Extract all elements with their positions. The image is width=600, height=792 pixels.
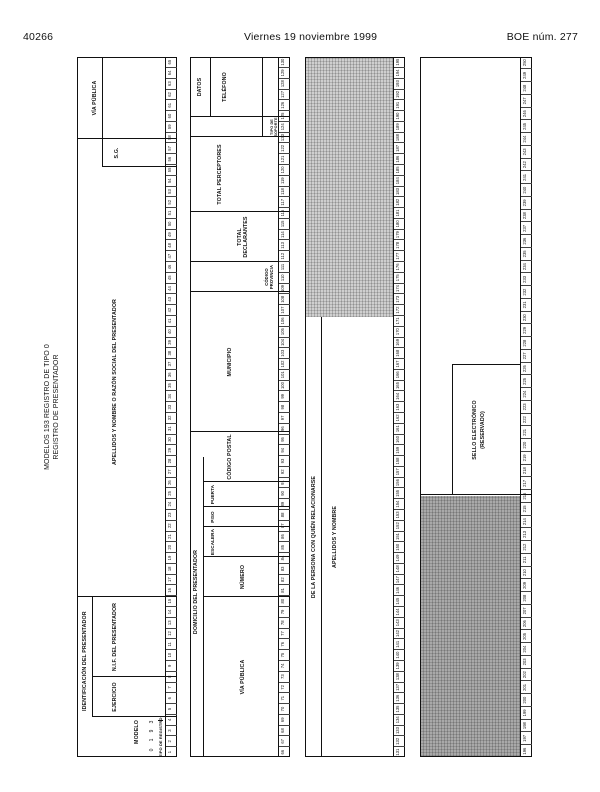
position-cell: 3 xyxy=(166,725,177,736)
position-cell: 140 xyxy=(394,649,405,660)
position-cell: 109 xyxy=(279,283,290,294)
position-cell: 100 xyxy=(279,380,290,391)
position-cell: 169 xyxy=(394,337,405,348)
position-cell: 228 xyxy=(521,336,532,349)
position-cell: 117 xyxy=(279,196,290,207)
position-cell: 95 xyxy=(279,434,290,445)
position-cell: 94 xyxy=(279,444,290,455)
position-cell: 34 xyxy=(166,390,177,401)
position-cell: 35 xyxy=(166,380,177,391)
position-cell: 240 xyxy=(521,183,532,196)
position-cell: 57 xyxy=(166,142,177,153)
position-cell: 88 xyxy=(279,509,290,520)
position-cell: 48 xyxy=(166,240,177,251)
position-cell: 62 xyxy=(166,89,177,100)
position-cell: 230 xyxy=(521,311,532,324)
position-cell: 157 xyxy=(394,466,405,477)
position-cell: 184 xyxy=(394,175,405,186)
position-cell: 183 xyxy=(394,186,405,197)
position-cell: 134 xyxy=(394,714,405,725)
position-cell: 185 xyxy=(394,164,405,175)
position-cell: 79 xyxy=(279,606,290,617)
position-cell: 122 xyxy=(279,142,290,153)
page-number: 40266 xyxy=(23,31,54,43)
position-cell: 29 xyxy=(166,444,177,455)
via-publica-top-label: VÍA PÚBLICA xyxy=(92,80,98,116)
position-cell: 114 xyxy=(279,229,290,240)
position-cell: 39 xyxy=(166,337,177,348)
position-cell: 69 xyxy=(279,714,290,725)
tipo-value: 0 xyxy=(149,748,155,752)
position-cell: 220 xyxy=(521,438,532,451)
position-cell: 175 xyxy=(394,272,405,283)
position-cell: 131 xyxy=(394,746,405,757)
position-cell: 176 xyxy=(394,261,405,272)
position-cell: 22 xyxy=(166,520,177,531)
position-cell: 250 xyxy=(522,59,527,67)
position-cell: 160 xyxy=(394,434,405,445)
position-cell: 84 xyxy=(279,552,290,563)
positions-row-2 xyxy=(278,57,290,757)
modelo-label: MODELO xyxy=(134,720,140,744)
position-cell: 108 xyxy=(279,293,290,304)
position-cell: 245 xyxy=(521,120,532,133)
sello-reservado-label: (RESERVADO) xyxy=(480,411,486,449)
position-cell: 75 xyxy=(279,649,290,660)
position-cell: 208 xyxy=(521,591,532,604)
position-cell: 59 xyxy=(166,121,177,132)
position-cell: 150 xyxy=(394,541,405,552)
position-cell: 153 xyxy=(394,509,405,520)
position-cell: 33 xyxy=(166,401,177,412)
position-cell: 159 xyxy=(394,444,405,455)
position-cell: 136 xyxy=(394,692,405,703)
position-cell: 14 xyxy=(166,606,177,617)
position-cell: 4 xyxy=(166,714,177,725)
position-cell: 41 xyxy=(166,315,177,326)
position-cell: 123 xyxy=(279,132,290,143)
position-cell: 224 xyxy=(521,387,532,400)
position-cell: 221 xyxy=(521,426,532,439)
position-cell: 12 xyxy=(166,628,177,639)
position-cell: 16 xyxy=(166,585,177,596)
position-cell: 165 xyxy=(394,380,405,391)
position-cell: 173 xyxy=(394,293,405,304)
position-cell: 201 xyxy=(521,681,532,694)
position-cell: 92 xyxy=(279,466,290,477)
position-cell: 49 xyxy=(166,229,177,240)
municipio-label: MUNICIPIO xyxy=(227,347,233,377)
position-cell: 204 xyxy=(521,642,532,655)
position-cell: 181 xyxy=(394,207,405,218)
position-cell: 101 xyxy=(279,369,290,380)
position-cell: 146 xyxy=(394,585,405,596)
position-cell: 132 xyxy=(394,735,405,746)
apellidos-presentador-label: APELLIDOS Y NOMBRE O RAZÓN SOCIAL DEL PRESENTADOR xyxy=(112,299,118,465)
form-title: MODELOS 193 REGISTRO DE TIPO 0 xyxy=(44,344,51,470)
ejercicio-label: EJERCICIO xyxy=(112,682,118,712)
position-cell: 179 xyxy=(394,229,405,240)
position-cell: 155 xyxy=(394,487,405,498)
position-cell: 116 xyxy=(279,207,290,218)
position-cell: 218 xyxy=(521,464,532,477)
position-cell: 209 xyxy=(521,579,532,592)
apellidos-nombre-label: APELLIDOS Y NOMBRE xyxy=(332,506,338,568)
position-cell: 64 xyxy=(166,67,177,78)
position-cell: 18 xyxy=(166,563,177,574)
position-cell: 82 xyxy=(279,574,290,585)
position-cell: 149 xyxy=(394,552,405,563)
position-cell: 74 xyxy=(279,660,290,671)
position-cell: 170 xyxy=(394,326,405,337)
position-cell: 197 xyxy=(521,732,532,745)
position-cell: 139 xyxy=(394,660,405,671)
shaded-area-persona xyxy=(306,58,393,317)
position-cell: 36 xyxy=(166,369,177,380)
position-cell: 52 xyxy=(166,196,177,207)
position-cell: 13 xyxy=(166,617,177,628)
position-cell: 89 xyxy=(279,498,290,509)
position-cell: 135 xyxy=(394,703,405,714)
position-cell: 152 xyxy=(394,520,405,531)
position-cell: 138 xyxy=(394,671,405,682)
position-cell: 235 xyxy=(521,247,532,260)
position-cell: 45 xyxy=(166,272,177,283)
datos-label: DATOS xyxy=(197,77,203,97)
tipo-registro-label: TIPO DE REGISTRO xyxy=(158,717,163,757)
puerta-label: PUERTA xyxy=(210,484,215,505)
position-cell: 172 xyxy=(394,304,405,315)
position-cell: 144 xyxy=(394,606,405,617)
position-cell: 1 xyxy=(166,746,177,757)
position-cell: 68 xyxy=(279,725,290,736)
position-cell: 46 xyxy=(166,261,177,272)
position-cell: 154 xyxy=(394,498,405,509)
position-cell: 60 xyxy=(166,110,177,121)
position-cell: 21 xyxy=(166,531,177,542)
position-cell: 72 xyxy=(279,682,290,693)
position-cell: 239 xyxy=(521,196,532,209)
position-cell: 53 xyxy=(166,186,177,197)
position-cell: 182 xyxy=(394,196,405,207)
position-cell: 238 xyxy=(521,209,532,222)
position-cell: 163 xyxy=(394,401,405,412)
register-form xyxy=(32,57,572,757)
position-cell: 15 xyxy=(166,595,177,606)
position-cell: 226 xyxy=(521,362,532,375)
position-cell: 147 xyxy=(394,574,405,585)
position-cell: 130 xyxy=(280,58,285,66)
codigo-provincia-label: CÓDIGO PROVINCIA xyxy=(264,264,274,290)
position-cell: 81 xyxy=(279,585,290,596)
position-cell: 7 xyxy=(166,682,177,693)
position-cell: 142 xyxy=(394,628,405,639)
position-cell: 56 xyxy=(166,153,177,164)
position-cell: 168 xyxy=(394,347,405,358)
position-cell: 211 xyxy=(521,553,532,566)
position-cell: 203 xyxy=(521,655,532,668)
position-cell: 91 xyxy=(279,477,290,488)
positions-row-4 xyxy=(520,57,532,757)
position-cell: 167 xyxy=(394,358,405,369)
position-cell: 133 xyxy=(394,725,405,736)
sello-label: SELLO ELECTRÓNICO xyxy=(472,400,478,460)
position-cell: 102 xyxy=(279,358,290,369)
position-cell: 178 xyxy=(394,240,405,251)
position-cell: 219 xyxy=(521,451,532,464)
position-cell: 65 xyxy=(167,59,172,65)
position-cell: 124 xyxy=(279,121,290,132)
position-cell: 25 xyxy=(166,487,177,498)
position-cell: 213 xyxy=(521,528,532,541)
positions-row-1 xyxy=(165,57,177,757)
position-cell: 78 xyxy=(279,617,290,628)
position-cell: 128 xyxy=(279,78,290,89)
position-cell: 17 xyxy=(166,574,177,585)
position-cell: 190 xyxy=(394,110,405,121)
position-cell: 23 xyxy=(166,509,177,520)
tipo-soporte-label: TIPO DE SOPORTE xyxy=(270,117,278,137)
persona-label: DE LA PERSONA CON QUIÉN RELACIONARSE xyxy=(311,475,317,599)
position-cell: 6 xyxy=(166,692,177,703)
position-cell: 125 xyxy=(279,110,290,121)
publication-date: Viernes 19 noviembre 1999 xyxy=(244,31,378,43)
position-cell: 243 xyxy=(521,145,532,158)
position-cell: 50 xyxy=(166,218,177,229)
position-cell: 28 xyxy=(166,455,177,466)
position-cell: 96 xyxy=(279,423,290,434)
escalera-label: ESCALERA xyxy=(210,528,215,556)
position-cell: 164 xyxy=(394,390,405,401)
position-cell: 187 xyxy=(394,142,405,153)
position-cell: 180 xyxy=(394,218,405,229)
position-cell: 77 xyxy=(279,628,290,639)
form-subtitle: REGISTRO DE PRESENTADOR xyxy=(53,354,60,460)
position-cell: 73 xyxy=(279,671,290,682)
bulletin-number: BOE núm. 277 xyxy=(506,31,578,43)
position-cell: 67 xyxy=(279,735,290,746)
position-cell: 24 xyxy=(166,498,177,509)
position-cell: 196 xyxy=(521,744,532,757)
position-cell: 80 xyxy=(279,595,290,606)
position-cell: 129 xyxy=(279,67,290,78)
position-cell: 112 xyxy=(279,250,290,261)
position-cell: 137 xyxy=(394,682,405,693)
position-cell: 200 xyxy=(521,693,532,706)
position-cell: 9 xyxy=(166,660,177,671)
numero-label: NÚMERO xyxy=(240,564,246,590)
position-cell: 188 xyxy=(394,132,405,143)
position-cell: 121 xyxy=(279,153,290,164)
position-cell: 195 xyxy=(395,58,400,66)
position-cell: 171 xyxy=(394,315,405,326)
position-cell: 86 xyxy=(279,531,290,542)
position-cell: 222 xyxy=(521,413,532,426)
position-cell: 37 xyxy=(166,358,177,369)
position-cell: 231 xyxy=(521,298,532,311)
position-cell: 19 xyxy=(166,552,177,563)
position-cell: 11 xyxy=(166,638,177,649)
position-cell: 87 xyxy=(279,520,290,531)
position-cell: 186 xyxy=(394,153,405,164)
position-cell: 47 xyxy=(166,250,177,261)
position-cell: 210 xyxy=(521,566,532,579)
position-cell: 241 xyxy=(521,171,532,184)
position-cell: 32 xyxy=(166,412,177,423)
position-cell: 93 xyxy=(279,455,290,466)
position-cell: 120 xyxy=(279,164,290,175)
position-cell: 70 xyxy=(279,703,290,714)
position-cell: 249 xyxy=(521,69,532,82)
position-cell: 151 xyxy=(394,531,405,542)
telefono-label: TELÉFONO xyxy=(222,72,228,102)
shaded-area-reservado xyxy=(421,496,520,756)
position-cell: 236 xyxy=(521,234,532,247)
position-cell: 31 xyxy=(166,423,177,434)
position-cell: 61 xyxy=(166,99,177,110)
position-cell: 199 xyxy=(521,706,532,719)
position-cell: 63 xyxy=(166,78,177,89)
position-cell: 206 xyxy=(521,617,532,630)
position-cell: 54 xyxy=(166,175,177,186)
identificacion-label: IDENTIFICACIÓN DEL PRESENTADOR xyxy=(82,611,88,711)
position-cell: 191 xyxy=(394,99,405,110)
position-cell: 148 xyxy=(394,563,405,574)
position-cell: 234 xyxy=(521,260,532,273)
position-cell: 223 xyxy=(521,400,532,413)
position-cell: 90 xyxy=(279,487,290,498)
position-cell: 174 xyxy=(394,283,405,294)
position-cell: 26 xyxy=(166,477,177,488)
position-cell: 5 xyxy=(166,703,177,714)
position-cell: 113 xyxy=(279,240,290,251)
position-cell: 119 xyxy=(279,175,290,186)
position-cell: 8 xyxy=(166,671,177,682)
position-cell: 212 xyxy=(521,540,532,553)
position-cell: 76 xyxy=(279,638,290,649)
position-cell: 66 xyxy=(279,746,290,757)
domicilio-label: DOMICILIO DEL PRESENTADOR xyxy=(193,549,199,635)
position-cell: 198 xyxy=(521,719,532,732)
position-cell: 44 xyxy=(166,283,177,294)
total-declarantes-label: TOTAL DECLARANTES xyxy=(237,216,249,258)
position-cell: 38 xyxy=(166,347,177,358)
modelo-digit-3: 3 xyxy=(149,720,155,724)
position-cell: 51 xyxy=(166,207,177,218)
position-cell: 58 xyxy=(166,132,177,143)
position-cell: 104 xyxy=(279,337,290,348)
position-cell: 145 xyxy=(394,595,405,606)
position-cell: 106 xyxy=(279,315,290,326)
position-cell: 97 xyxy=(279,412,290,423)
modelo-digit-2: 9 xyxy=(149,729,155,733)
position-cell: 237 xyxy=(521,222,532,235)
position-cell: 166 xyxy=(394,369,405,380)
position-cell: 216 xyxy=(521,489,532,502)
position-cell: 205 xyxy=(521,630,532,643)
position-cell: 40 xyxy=(166,326,177,337)
position-cell: 158 xyxy=(394,455,405,466)
position-cell: 202 xyxy=(521,668,532,681)
codigo-postal-label: CÓDIGO POSTAL xyxy=(227,434,233,480)
position-cell: 232 xyxy=(521,285,532,298)
piso-label: PISO xyxy=(210,511,215,523)
position-cell: 162 xyxy=(394,412,405,423)
position-cell: 242 xyxy=(521,158,532,171)
position-cell: 43 xyxy=(166,293,177,304)
position-cell: 217 xyxy=(521,477,532,490)
position-cell: 189 xyxy=(394,121,405,132)
position-cell: 83 xyxy=(279,563,290,574)
position-cell: 85 xyxy=(279,541,290,552)
position-cell: 42 xyxy=(166,304,177,315)
position-cell: 207 xyxy=(521,604,532,617)
position-cell: 103 xyxy=(279,347,290,358)
positions-row-3 xyxy=(393,57,405,757)
position-cell: 115 xyxy=(279,218,290,229)
modelo-digit-1: 1 xyxy=(149,738,155,742)
position-cell: 192 xyxy=(394,89,405,100)
position-cell: 229 xyxy=(521,324,532,337)
position-cell: 244 xyxy=(521,132,532,145)
position-cell: 161 xyxy=(394,423,405,434)
total-perceptores-label: TOTAL PERCEPTORES xyxy=(217,144,223,205)
position-cell: 215 xyxy=(521,502,532,515)
via-publica-label: VÍA PÚBLICA xyxy=(240,659,246,695)
position-cell: 98 xyxy=(279,401,290,412)
position-cell: 2 xyxy=(166,735,177,746)
position-cell: 127 xyxy=(279,89,290,100)
position-cell: 233 xyxy=(521,273,532,286)
position-cell: 194 xyxy=(394,67,405,78)
position-cell: 111 xyxy=(279,261,290,272)
position-cell: 118 xyxy=(279,186,290,197)
position-cell: 246 xyxy=(521,107,532,120)
position-cell: 27 xyxy=(166,466,177,477)
position-cell: 99 xyxy=(279,390,290,401)
position-cell: 156 xyxy=(394,477,405,488)
position-cell: 55 xyxy=(166,164,177,175)
position-cell: 20 xyxy=(166,541,177,552)
position-cell: 107 xyxy=(279,304,290,315)
position-cell: 225 xyxy=(521,375,532,388)
position-cell: 227 xyxy=(521,349,532,362)
position-cell: 177 xyxy=(394,250,405,261)
position-cell: 105 xyxy=(279,326,290,337)
position-cell: 141 xyxy=(394,638,405,649)
position-cell: 214 xyxy=(521,515,532,528)
nif-label: N.I.F. DEL PRESENTADOR xyxy=(112,602,118,672)
position-cell: 110 xyxy=(279,272,290,283)
position-cell: 248 xyxy=(521,81,532,94)
position-cell: 30 xyxy=(166,434,177,445)
position-cell: 71 xyxy=(279,692,290,703)
sg-label: S.G. xyxy=(114,147,120,159)
position-cell: 247 xyxy=(521,94,532,107)
position-cell: 193 xyxy=(394,78,405,89)
position-cell: 10 xyxy=(166,649,177,660)
position-cell: 126 xyxy=(279,99,290,110)
position-cell: 143 xyxy=(394,617,405,628)
